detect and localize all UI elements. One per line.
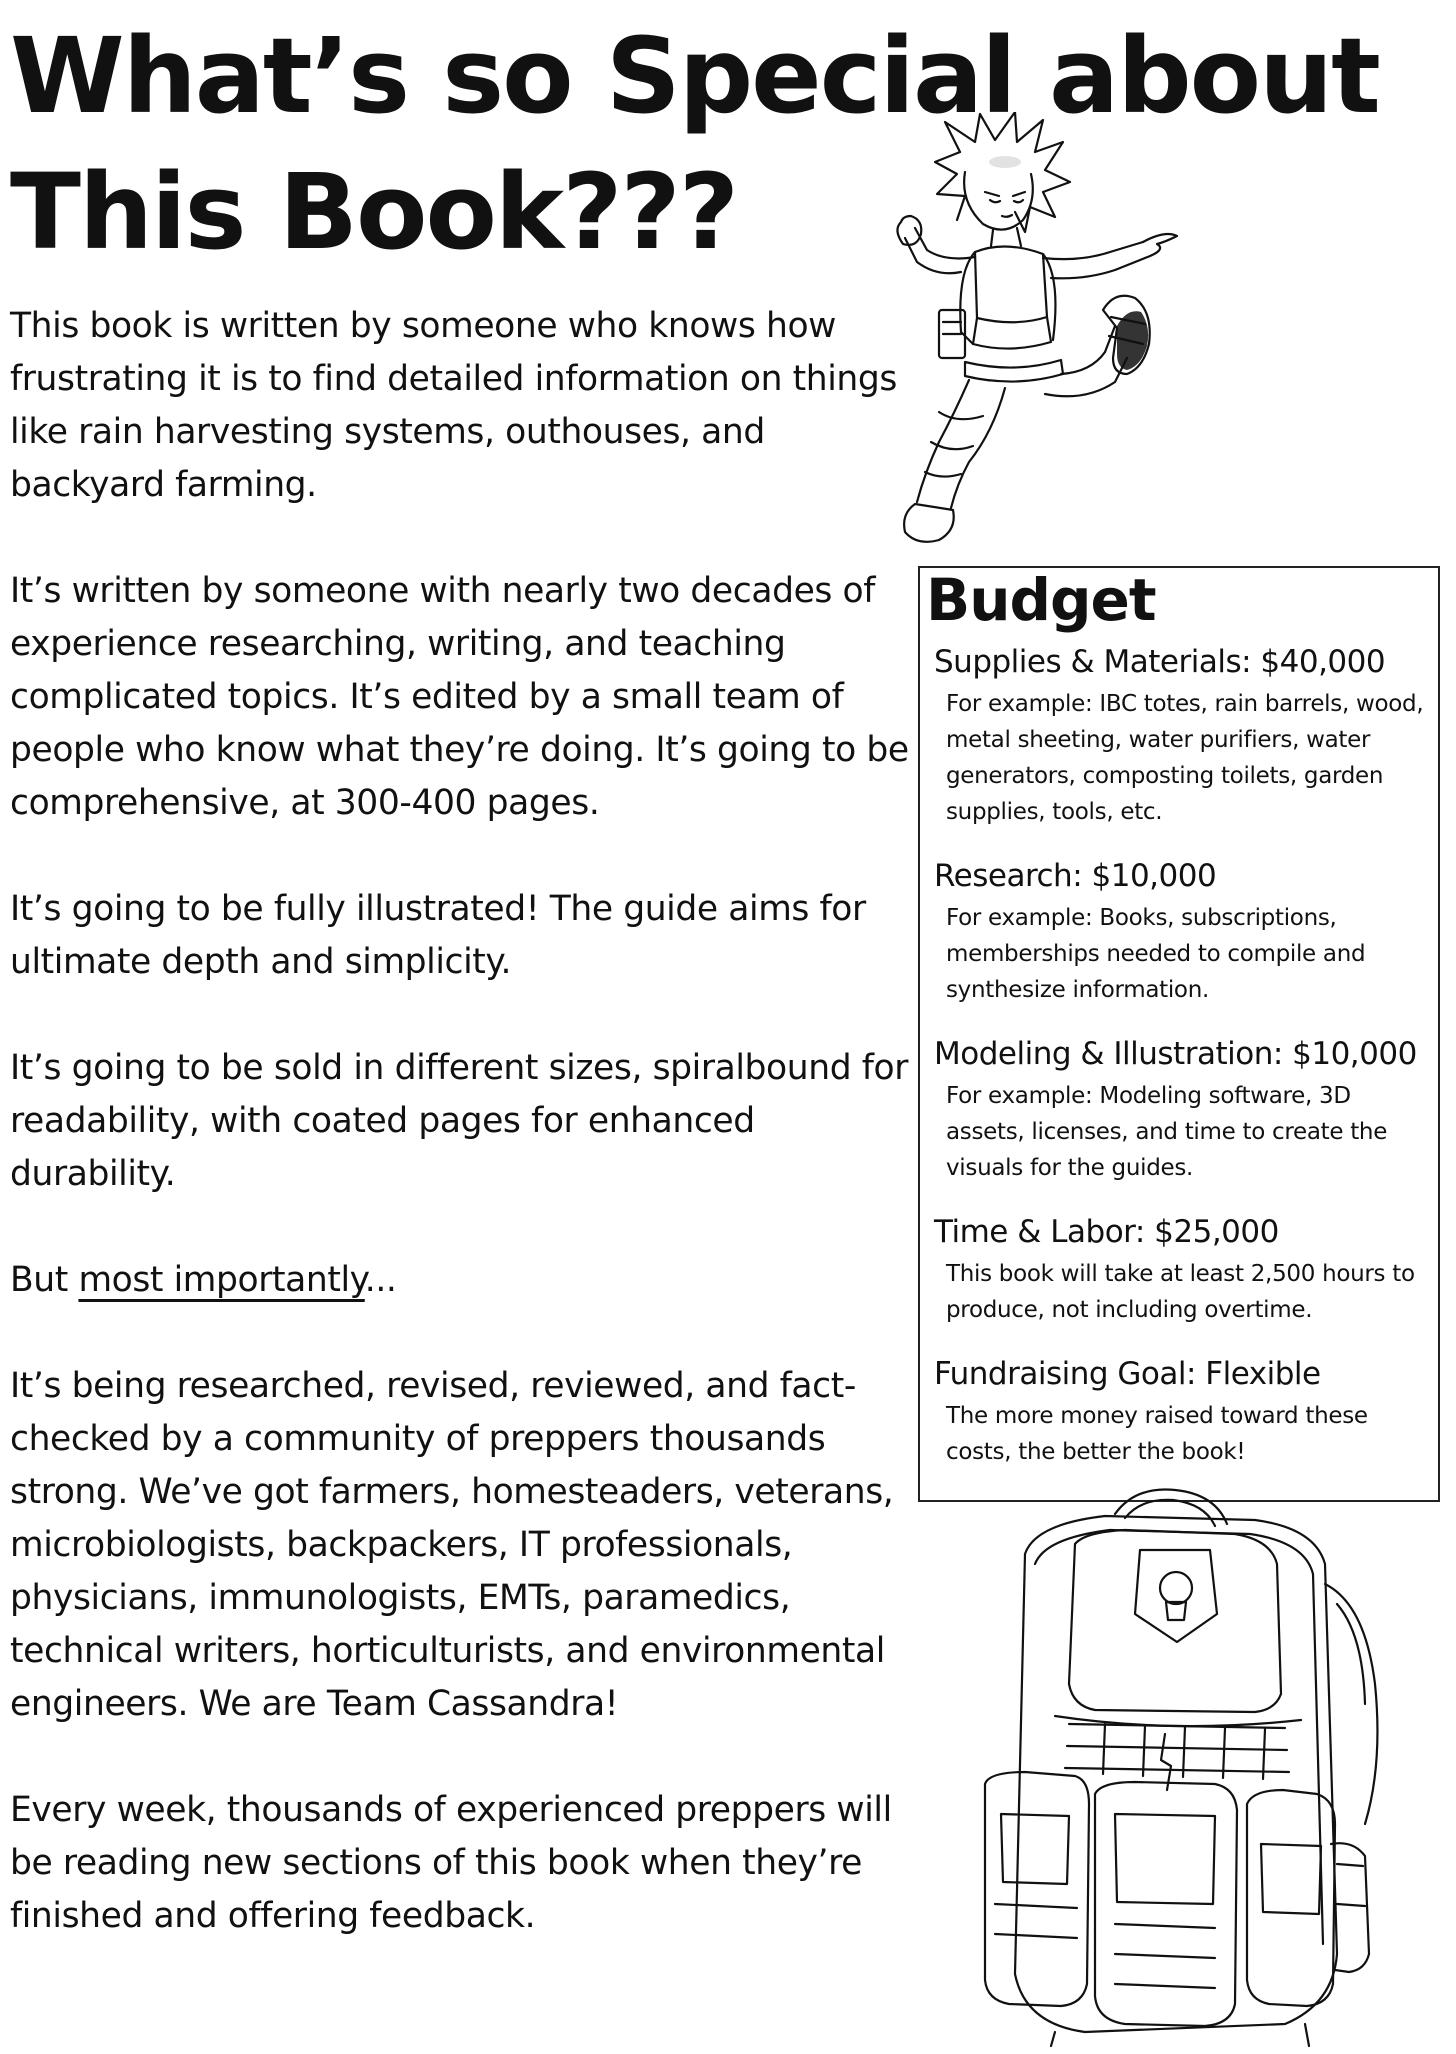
emphasis-underlined: most importantly	[78, 1260, 365, 1300]
budget-title: Budget	[926, 566, 1156, 634]
paragraph: It’s going to be sold in different sizes, spiralbound for readability, with coated pages for enhanced durability.	[10, 1048, 909, 1194]
budget-item-description: For example: IBC totes, rain barrels, wood, metal sheeting, water purifiers, water generators, composting toilets, garden supplies, tools, etc.	[946, 691, 1424, 825]
paragraph: This book is written by someone who knows how frustrating it is to find detailed information on things like rain harvesting systems, outhouses, and backyard farming.	[10, 306, 897, 505]
emphasis-paragraph	[10, 1254, 915, 1307]
paragraph: Every week, thousands of experienced preppers will be reading new sections of this book when they’re finished and offering feedback.	[10, 1790, 892, 1936]
budget-item-supplies	[934, 642, 1424, 830]
budget-item-research	[934, 856, 1424, 1008]
leaping-woman-illustration	[865, 112, 1185, 572]
body-text	[10, 300, 915, 1996]
budget-item-description: For example: Books, subscriptions, memberships needed to compile and synthesize information.	[946, 905, 1366, 1003]
emphasis-suffix: ...	[364, 1260, 397, 1300]
budget-item-description: For example: Modeling software, 3D assets, licenses, and time to create the visuals for the guides.	[946, 1083, 1388, 1181]
budget-item-heading: Supplies & Materials: $40,000	[934, 644, 1386, 680]
budget-item-description: The more money raised toward these costs, the better the book!	[946, 1403, 1368, 1465]
budget-item-modeling	[934, 1034, 1424, 1186]
budget-item-description: This book will take at least 2,500 hours to produce, not including overtime.	[946, 1261, 1415, 1323]
emphasis-prefix: But	[10, 1260, 79, 1300]
paragraph: It’s being researched, revised, reviewed, and fact-checked by a community of preppers thousands strong. We’ve got farmers, homesteaders, veterans, microbiologists, backpackers, IT professionals, physicians, immunologists, EMTs, paramedics, technical writers, horticulturists, and environmental engineers. We are Team Cassandra!	[10, 1366, 894, 1724]
page-title: What’s so Special about This Book???	[10, 15, 1379, 273]
budget-item-heading: Research: $10,000	[934, 858, 1217, 894]
paragraph: It’s written by someone with nearly two decades of experience researching, writing, and teaching complicated topics. It’s edited by a small team of people who know what they’re doing. It’s going to be comprehensive, at 300-400 pages.	[10, 571, 909, 823]
budget-item-goal	[934, 1354, 1424, 1470]
budget-box	[918, 566, 1440, 1502]
tactical-backpack-illustration	[965, 1484, 1395, 2050]
paragraph: It’s going to be fully illustrated! The guide aims for ultimate depth and simplicity.	[10, 889, 866, 982]
budget-item-heading: Fundraising Goal: Flexible	[934, 1356, 1321, 1392]
budget-item-labor	[934, 1212, 1424, 1328]
budget-item-heading: Time & Labor: $25,000	[934, 1214, 1279, 1250]
budget-item-heading: Modeling & Illustration: $10,000	[934, 1036, 1417, 1072]
